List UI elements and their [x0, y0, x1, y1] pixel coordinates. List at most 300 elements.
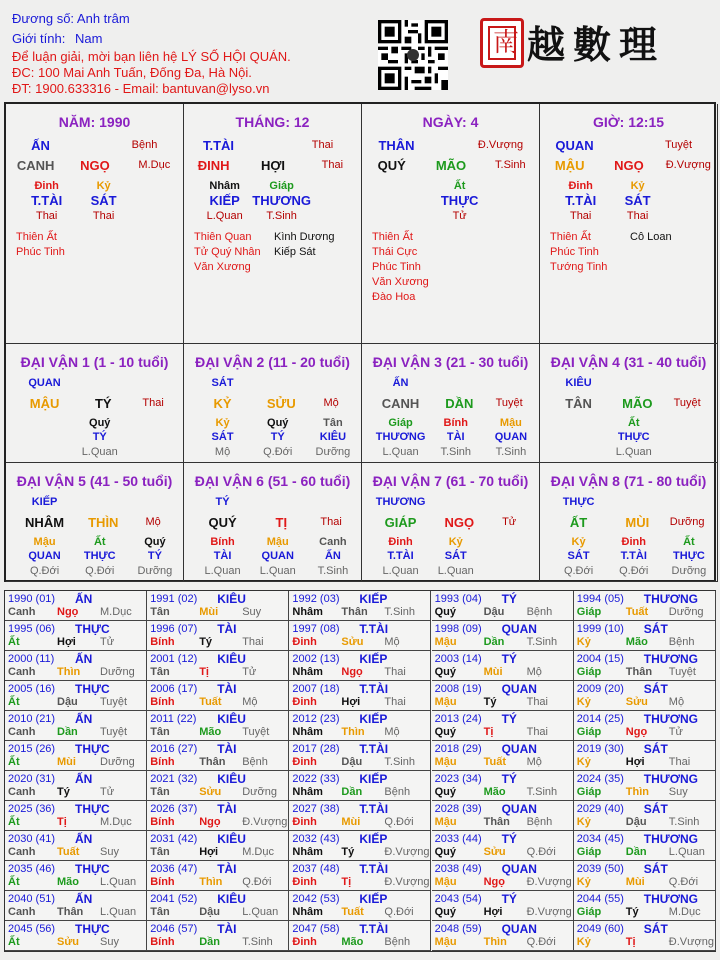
dai-van-title: ĐẠI VẬN 3 (21 - 30 tuổi) [372, 354, 529, 370]
year-label: 2031 (42) [150, 833, 198, 845]
dai-van-branch: MÙI [625, 515, 650, 530]
dv-hidden-phase: Q.Đới [29, 565, 60, 577]
year-stem: Ất [8, 876, 20, 888]
year-label: 2030 (41) [8, 833, 56, 845]
year-branch: Ngọ [57, 606, 79, 618]
year-label: 2040 (51) [8, 893, 56, 905]
year-branch: Thìn [57, 666, 81, 678]
year-branch: Tuất [341, 906, 364, 918]
year-god: KIẾP [359, 652, 388, 666]
year-phase: Đ.Vượng [384, 846, 430, 858]
hidden-phase: Tử [452, 210, 467, 222]
year-label: 2021 (32) [150, 773, 198, 785]
pillar-branch: HỢI [260, 158, 286, 173]
year-stem: Nhâm [292, 666, 323, 678]
pillar-star-phase: Tuyệt [664, 139, 693, 151]
year-phase: Mộ [384, 636, 400, 648]
year-god: TÝ [501, 772, 517, 786]
year-cell [147, 651, 289, 681]
dai-van-3 [362, 344, 540, 463]
year-god: SÁT [643, 682, 668, 696]
gender-line [12, 30, 102, 47]
year-label: 2016 (27) [150, 743, 198, 755]
shensha-item: Thiên Ất [550, 231, 591, 243]
year-stem: Đinh [292, 816, 317, 828]
year-stem: Ất [8, 816, 20, 828]
year-label: 2037 (48) [292, 863, 340, 875]
year-phase: Suy [668, 786, 688, 798]
year-stem: Kỷ [576, 816, 591, 828]
pillar-title: THÁNG: 12 [235, 114, 310, 130]
dai-van-stem: QUÝ [208, 515, 237, 530]
year-branch: Dậu [625, 816, 647, 828]
year-branch: Mão [625, 636, 648, 648]
year-branch: Tuất [199, 696, 222, 708]
shensha-item: Thiên Ất [372, 231, 413, 243]
year-phase: L.Quan [100, 906, 137, 918]
year-stem: Tân [150, 606, 170, 618]
year-cell [147, 801, 289, 831]
hidden-phase: Thai [569, 210, 592, 222]
year-branch: Dần [199, 936, 220, 948]
year-god: KIÊU [217, 892, 246, 906]
year-god: KIẾP [359, 772, 388, 786]
shensha-item: Phúc Tinh [16, 246, 65, 258]
year-cell [147, 711, 289, 741]
dv-hidden-phase: L.Quan [437, 565, 474, 577]
dai-van-1 [6, 344, 184, 463]
year-god: THỰC [75, 622, 110, 636]
dv-hidden-stem: Tân [323, 417, 343, 429]
dv-hidden-stem: Quý [267, 417, 289, 429]
address-line: ĐC: 100 Mai Anh Tuấn, Đống Đa, Hà Nội. [12, 65, 252, 80]
year-label: 2036 (47) [150, 863, 198, 875]
year-label: 2003 (14) [434, 653, 482, 665]
year-cell [574, 741, 716, 771]
hidden-phase: L.Quan [206, 210, 243, 222]
year-label: 2022 (33) [292, 773, 340, 785]
dv-hidden-stem: Ất [683, 536, 695, 548]
pillar-branch-phase: Thai [321, 159, 344, 171]
year-phase: Tuyệt [100, 696, 128, 708]
dv-hidden-phase: L.Quan [615, 446, 652, 458]
year-label: 2042 (53) [292, 893, 340, 905]
shensha-item: Văn Xương [372, 276, 429, 288]
dai-van-star: KIẾP [31, 496, 58, 508]
hidden-stem: Kỷ [630, 180, 645, 192]
dai-van-phase: Tử [502, 516, 517, 528]
dai-van-star: TÝ [215, 496, 230, 508]
year-god: ẤN [75, 892, 93, 906]
year-phase: M.Dục [668, 906, 701, 918]
year-phase: L.Quan [668, 846, 705, 858]
year-branch: Tý [341, 846, 355, 858]
hidden-phase: Thai [626, 210, 649, 222]
shensha-left [16, 230, 65, 260]
year-phase: Đ.Vượng [668, 936, 714, 948]
dai-van-title: ĐẠI VẬN 4 (31 - 40 tuổi) [550, 354, 707, 370]
dv-hidden-stem: Mậu [266, 536, 289, 548]
year-cell [432, 921, 574, 951]
year-phase: Dưỡng [668, 606, 704, 618]
dv-hidden-phase: Dưỡng [671, 565, 707, 577]
year-label: 2025 (36) [8, 803, 56, 815]
year-cell [289, 591, 431, 621]
year-stem: Mậu [434, 816, 457, 828]
year-label: 2035 (46) [8, 863, 56, 875]
year-phase: Mộ [526, 756, 542, 768]
year-stem: Tân [150, 846, 170, 858]
year-branch: Thân [57, 906, 84, 918]
pillar-star: ẤN [31, 138, 50, 153]
dv-hidden-god: TÀI [213, 550, 232, 562]
pillar-branch: MÃO [435, 158, 467, 173]
seal-logo: 南 [480, 18, 524, 68]
dai-van-branch: THÌN [88, 515, 119, 530]
year-label: 2014 (25) [576, 713, 624, 725]
dv-hidden-god: TÝ [270, 431, 285, 443]
dai-van-phase: Tuyệt [673, 397, 701, 409]
hidden-god: SÁT [90, 193, 117, 208]
year-cell [289, 861, 431, 891]
pillar-title: NGÀY: 4 [422, 114, 479, 130]
shensha-item: Đào Hoa [372, 291, 416, 303]
year-branch: Ngọ [483, 876, 505, 888]
year-cell [574, 861, 716, 891]
year-god: ẤN [75, 592, 93, 606]
dai-van-branch: DẦN [445, 396, 474, 411]
year-label: 1993 (04) [434, 593, 482, 605]
year-phase: Dưỡng [242, 786, 277, 798]
year-stem: Mậu [434, 636, 457, 648]
pillar-stem: ĐINH [197, 158, 230, 173]
year-branch: Ngọ [625, 726, 648, 738]
year-god: TÝ [501, 892, 517, 906]
year-god: KIẾP [359, 712, 388, 726]
year-cell [432, 621, 574, 651]
year-phase: Thai [526, 696, 548, 708]
year-cell [289, 921, 431, 951]
dv-hidden-god: SÁT [211, 431, 234, 443]
year-label: 2049 (60) [576, 923, 624, 935]
year-stem: Quý [434, 726, 456, 738]
dv-hidden-god: THỰC [83, 550, 116, 562]
dv-hidden-phase: L.Quan [81, 446, 118, 458]
year-branch: Mão [57, 876, 79, 888]
year-god: TÝ [501, 712, 517, 726]
pillar-branch-phase: M.Dục [138, 159, 171, 171]
year-phase: Tuyệt [100, 726, 128, 738]
dv-hidden-stem: Ất [93, 536, 106, 548]
hidden-god: T.TÀI [565, 193, 597, 208]
hidden-stem: Ất [453, 180, 466, 192]
shensha-item: Cô Loan [630, 231, 672, 243]
year-phase: Đ.Vượng [526, 876, 572, 888]
bazi-chart [4, 102, 716, 582]
year-cell [432, 681, 574, 711]
year-god: TÀI [217, 802, 237, 816]
dv-hidden-phase: L.Quan [382, 446, 419, 458]
year-branch: Hợi [57, 636, 76, 648]
year-stem: Nhâm [292, 606, 323, 618]
year-cell [5, 741, 147, 771]
year-god: THƯƠNG [643, 832, 698, 846]
year-label: 1995 (06) [8, 623, 56, 635]
year-label: 2000 (11) [8, 653, 55, 665]
year-branch: Thân [483, 816, 510, 828]
year-cell [5, 861, 147, 891]
year-phase: Tử [668, 726, 683, 738]
dv-hidden-stem: Quý [144, 536, 166, 548]
year-label: 1992 (03) [292, 593, 340, 605]
pillar-star-phase: Thai [311, 139, 334, 151]
dv-hidden-phase: Q.Đới [263, 446, 293, 458]
dai-van-phase: Tuyệt [495, 397, 523, 409]
year-phase: Mộ [526, 666, 542, 678]
dv-hidden-god: TÝ [92, 431, 107, 443]
dai-van-stem: NHÂM [25, 515, 65, 530]
year-cell [432, 741, 574, 771]
year-cell [574, 711, 716, 741]
dv-hidden-god: T.TÀI [620, 550, 647, 562]
hidden-god: THƯƠNG [252, 193, 311, 208]
dv-hidden-god: THƯƠNG [375, 431, 426, 443]
year-stem: Bính [150, 636, 175, 648]
dv-hidden-phase: L.Quan [204, 565, 241, 577]
year-phase: Suy [100, 936, 119, 948]
shensha-left [194, 230, 261, 275]
year-label: 2023 (34) [434, 773, 482, 785]
year-phase: Q.Đới [526, 846, 556, 858]
year-phase: Đ.Vượng [526, 906, 572, 918]
year-cell [574, 651, 716, 681]
year-label: 2009 (20) [576, 683, 624, 695]
year-stem: Ất [8, 636, 20, 648]
year-branch: Dần [57, 726, 78, 738]
shensha-item: Tử Quý Nhân [194, 246, 261, 258]
pillar-0 [6, 104, 184, 344]
yearly-luck-table [4, 590, 716, 952]
dai-van-title: ĐẠI VẬN 6 (51 - 60 tuổi) [194, 473, 351, 489]
owner-name: Đương số: Anh trâm [12, 11, 130, 26]
year-stem: Canh [8, 726, 36, 738]
dv-hidden-phase: Q.Đới [619, 565, 649, 577]
year-god: ẤN [75, 712, 93, 726]
year-phase: Tuyệt [242, 726, 270, 738]
year-branch: Ngọ [341, 666, 363, 678]
dai-van-branch: TỊ [275, 515, 288, 530]
dai-van-branch: SỬU [266, 396, 296, 411]
year-branch: Sửu [483, 846, 506, 858]
year-label: 2024 (35) [576, 773, 624, 785]
year-phase: T.Sinh [526, 786, 558, 798]
pillar-star: THÂN [378, 138, 415, 153]
year-stem: Đinh [292, 696, 317, 708]
year-branch: Dần [483, 636, 505, 648]
pillar-2 [362, 104, 540, 344]
year-phase: M.Dục [242, 846, 274, 858]
year-phase: T.Sinh [384, 606, 415, 618]
year-cell [432, 891, 574, 921]
dv-hidden-phase: Q.Đới [563, 565, 594, 577]
year-branch: Hợi [341, 696, 361, 708]
year-god: TÝ [501, 652, 517, 666]
year-branch: Tị [483, 726, 494, 738]
year-stem: Ất [8, 696, 20, 708]
shensha-left [550, 230, 607, 275]
year-phase: Mộ [242, 696, 258, 708]
dai-van-phase: Thai [320, 516, 342, 528]
dv-hidden-god: ẤN [324, 550, 341, 562]
year-god: TÝ [501, 832, 517, 846]
shensha-item: Thiên Ất [16, 231, 57, 243]
year-cell [289, 621, 431, 651]
year-cell [574, 891, 716, 921]
year-branch: Thìn [199, 876, 223, 888]
pillar-stem: CANH [16, 158, 55, 173]
year-label: 2008 (19) [434, 683, 482, 695]
dai-van-8 [540, 463, 718, 582]
dv-hidden-god: TÀI [446, 431, 465, 443]
year-phase: M.Dục [100, 816, 132, 828]
year-branch: Dần [341, 786, 363, 798]
year-branch: Thân [341, 606, 368, 618]
dai-van-phase: Dưỡng [669, 516, 705, 528]
year-god: T.TÀI [359, 682, 389, 696]
year-phase: Q.Đới [668, 876, 699, 888]
dv-hidden-stem: Ất [627, 417, 640, 429]
dv-hidden-stem: Bính [210, 536, 235, 548]
year-branch: Dậu [57, 696, 78, 708]
year-cell [289, 891, 431, 921]
year-phase: Suy [242, 606, 262, 618]
year-god: KIÊU [217, 712, 246, 726]
year-phase: Bệnh [668, 636, 695, 648]
dv-hidden-phase: Q.Đới [85, 565, 115, 577]
year-branch: Tý [199, 636, 213, 648]
year-stem: Kỷ [576, 756, 591, 768]
hidden-phase: Thai [35, 210, 58, 222]
year-branch: Mùi [625, 876, 645, 888]
dai-van-4 [540, 344, 718, 463]
dv-hidden-god: TÝ [147, 550, 162, 562]
year-phase: T.Sinh [526, 636, 558, 648]
year-branch: Dậu [483, 606, 505, 618]
year-phase: Tử [242, 666, 257, 678]
dv-hidden-god: QUAN [261, 550, 294, 562]
year-stem: Kỷ [576, 636, 591, 648]
dai-van-5 [6, 463, 184, 582]
year-phase: Dưỡng [100, 666, 135, 678]
year-branch: Thìn [483, 936, 507, 948]
year-branch: Tị [341, 876, 352, 888]
year-god: QUAN [501, 862, 537, 876]
dv-hidden-stem: Canh [319, 536, 347, 548]
year-cell [289, 711, 431, 741]
year-cell [432, 801, 574, 831]
year-god: T.TÀI [359, 622, 389, 636]
dv-hidden-stem: Quý [89, 417, 111, 429]
pillar-star-phase: Bệnh [131, 139, 158, 151]
year-god: KIẾP [359, 832, 388, 846]
dai-van-branch: MÃO [622, 396, 653, 411]
year-cell [147, 681, 289, 711]
year-stem: Ất [8, 936, 20, 948]
year-cell [432, 591, 574, 621]
year-branch: Thân [199, 756, 226, 768]
pillar-1 [184, 104, 362, 344]
year-label: 1997 (08) [292, 623, 340, 635]
year-phase: Q.Đới [242, 876, 272, 888]
dai-van-title: ĐẠI VẬN 1 (1 - 10 tuổi) [20, 354, 169, 370]
year-cell [289, 831, 431, 861]
year-stem: Tân [150, 726, 170, 738]
year-stem: Nhâm [292, 726, 323, 738]
year-god: TÀI [217, 862, 237, 876]
year-god: KIẾP [359, 592, 388, 606]
year-label: 2018 (29) [434, 743, 482, 755]
pillar-stem: MẬU [554, 158, 585, 173]
year-label: 2013 (24) [434, 713, 482, 725]
year-label: 2029 (40) [576, 803, 624, 815]
year-cell [574, 771, 716, 801]
hidden-god: THỰC [440, 193, 479, 208]
year-cell [147, 771, 289, 801]
qr-code-icon[interactable] [378, 20, 448, 90]
dv-hidden-stem: Đinh [621, 536, 646, 548]
year-cell [5, 801, 147, 831]
year-label: 2010 (21) [8, 713, 56, 725]
hidden-phase: T.Sinh [266, 210, 297, 222]
year-branch: Mão [483, 786, 506, 798]
year-label: 1991 (02) [150, 593, 198, 605]
dai-van-stem: ẤT [569, 515, 588, 530]
year-branch: Ngọ [199, 816, 221, 828]
dv-hidden-god: KIÊU [319, 431, 347, 443]
year-label: 2006 (17) [150, 683, 198, 695]
year-god: QUAN [501, 682, 537, 696]
shensha-item: Thiên Quan [194, 231, 252, 243]
dai-van-star: THƯƠNG [375, 496, 426, 508]
year-phase: Dưỡng [100, 756, 135, 768]
year-god: TÀI [217, 922, 237, 936]
year-label: 2011 (22) [150, 713, 197, 725]
dv-hidden-stem: Kỷ [571, 536, 586, 548]
dv-hidden-stem: Mậu [33, 536, 56, 548]
pillar-title: GIỜ: 12:15 [592, 114, 665, 130]
year-stem: Kỷ [576, 876, 591, 888]
year-phase: Bệnh [526, 606, 553, 618]
year-cell [147, 591, 289, 621]
year-cell [574, 801, 716, 831]
pillar-star-phase: Đ.Vượng [477, 139, 524, 151]
dai-van-star: THỰC [562, 496, 595, 508]
year-god: THỰC [75, 682, 110, 696]
year-cell [147, 891, 289, 921]
year-cell [5, 621, 147, 651]
year-god: KIÊU [217, 652, 246, 666]
year-branch: Dậu [341, 756, 363, 768]
hidden-stem: Đinh [568, 180, 593, 192]
year-label: 2033 (44) [434, 833, 482, 845]
shensha-item: Kình Dương [274, 231, 335, 243]
year-branch: Mùi [341, 816, 361, 828]
year-stem: Bính [150, 936, 175, 948]
brand-logo: 越數理 [527, 22, 666, 67]
dv-hidden-phase: Dưỡng [137, 565, 173, 577]
phone-email-line: ĐT: 1900.633316 - Email: bantuvan@lyso.vn [12, 81, 270, 96]
year-branch: Tị [625, 936, 636, 948]
